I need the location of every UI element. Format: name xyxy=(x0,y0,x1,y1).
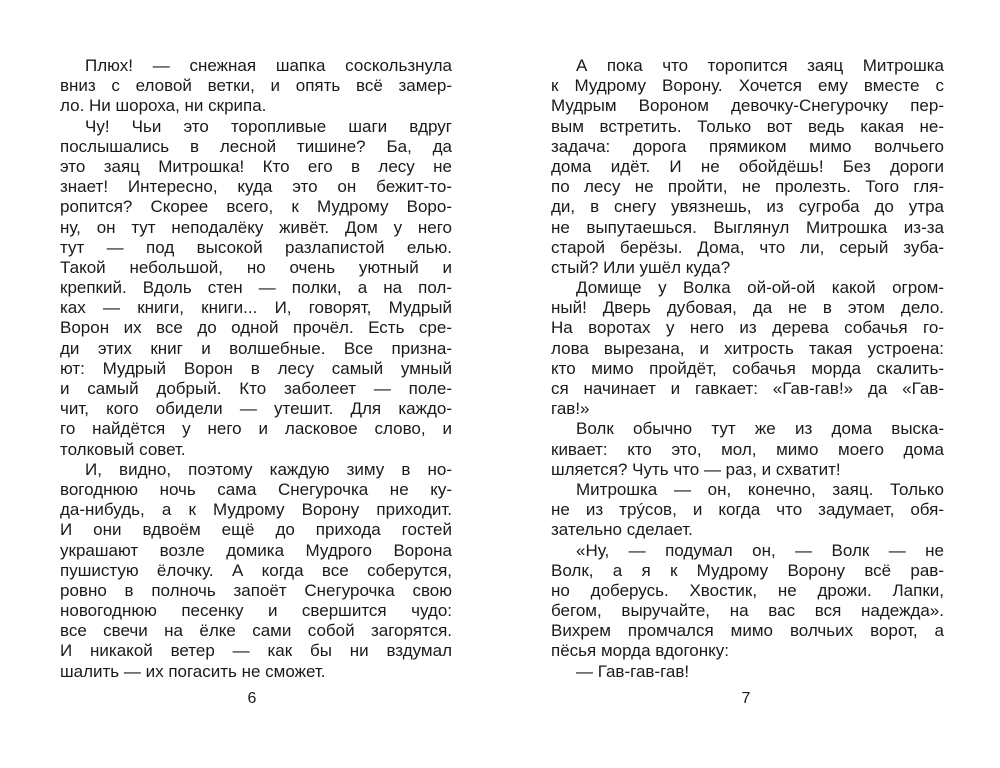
paragraph xyxy=(551,662,944,682)
text-line: Митрошка — он, конечно, заяц. Только xyxy=(576,479,944,499)
text-line: новогоднюю песенку и свершится чудо: xyxy=(60,601,452,621)
paragraph xyxy=(60,460,452,682)
text-line: задача: дорога прямиком мимо волчьего xyxy=(551,136,944,156)
right-page xyxy=(551,56,944,682)
text-line: пёсья морда вдогонку: xyxy=(551,641,729,661)
text-line: послышались в лесной тишине? Ба, да xyxy=(60,136,452,156)
text-line: и самый добрый. Кто заболеет — поле- xyxy=(60,379,452,398)
text-line: украшают возле домика Мудрого Ворона xyxy=(60,540,452,560)
text-line: И никакой ветер — как бы ни вздумал xyxy=(60,641,452,661)
text-line: ся начинает и гавкает: «Гав-гав!» да «Гав- xyxy=(551,379,944,398)
text-line: гав!» xyxy=(551,399,590,419)
text-line: Домище у Волка ой-ой-ой какой огром- xyxy=(576,278,944,298)
text-line: зательно сделает. xyxy=(551,520,693,540)
text-line: А пока что торопится заяц Митрошка xyxy=(576,56,944,75)
text-line: но доберусь. Хвостик, не дрожи. Лапки, xyxy=(551,580,944,600)
paragraph xyxy=(60,117,452,460)
text-line: Чу! Чьи это торопливые шаги вдруг xyxy=(85,116,452,136)
text-line: ди, в снегу увязнешь, из сугроба до утра xyxy=(551,197,944,217)
text-line: по лесу не пройти, не пролезть. Того гля- xyxy=(551,177,944,197)
text-line: да-нибудь, а к Мудрому Ворону приходит. xyxy=(60,500,452,520)
text-line: Вихрем промчался мимо волчьих ворот, а xyxy=(551,621,944,641)
text-line: крепкий. Вдоль стен — полки, а на пол- xyxy=(60,278,452,298)
page-number-left: 6 xyxy=(247,690,257,707)
text-line: дома идёт. И не обойдёшь! Без дороги xyxy=(551,156,944,176)
text-line: ный! Дверь дубовая, да не в этом дело. xyxy=(551,298,944,318)
text-line: кто мимо пройдёт, собачья морда скалить- xyxy=(551,358,944,378)
text-line: не выпутаешься. Выглянул Митрошка из-за xyxy=(551,217,944,237)
text-line: ропится? Скорее всего, к Мудрому Воро- xyxy=(60,197,452,217)
text-line: «Ну, — подумал он, — Волк — не xyxy=(576,540,944,560)
paragraph xyxy=(60,56,452,117)
text-line: ровно в полночь запоёт Снегурочка свою xyxy=(60,580,452,600)
text-line: вниз с еловой ветки, и опять всё замер- xyxy=(60,76,452,96)
text-line: ют: Мудрый Ворон в лесу самый умный xyxy=(60,358,452,378)
text-line: Ворон их все до одной прочёл. Есть сре- xyxy=(60,318,452,338)
text-line: ди этих книг и волшебные. Все призна- xyxy=(60,338,452,358)
text-line: вым встретить. Только вот ведь какая не- xyxy=(551,116,944,136)
text-line: На воротах у него из дерева собачья го- xyxy=(551,318,944,338)
text-line: чит, кого обидели — утешит. Для каждо- xyxy=(60,399,452,419)
text-line: к Мудрому Ворону. Хочется ему вместе с xyxy=(551,76,944,96)
text-line: стый? Или ушёл куда? xyxy=(551,257,731,277)
paragraph xyxy=(551,56,944,278)
text-line: шалить — их погасить не сможет. xyxy=(60,661,326,681)
text-line: знает! Интересно, куда это он бежит-то- xyxy=(60,177,452,197)
text-line: бегом, выручайте, на вас вся надежда». xyxy=(551,601,944,621)
paragraph xyxy=(551,480,944,541)
text-line: Такой небольшой, но очень уютный и xyxy=(60,257,452,277)
text-line: лова вырезана, и хитрость такая устроена: xyxy=(551,338,944,358)
text-line: тут — под высокой разлапистой елью. xyxy=(60,237,452,257)
text-line: ках — книги, книги... И, говорят, Мудрый xyxy=(60,298,452,318)
text-line: И, видно, поэтому каждую зиму в но- xyxy=(85,459,452,479)
text-line: не из трýсов, и когда что задумает, обя- xyxy=(551,500,944,520)
text-line: го найдётся у него и ласковое слово, и xyxy=(60,419,452,439)
text-line: это заяц Митрошка! Кто его в лесу не xyxy=(60,156,452,176)
text-line: ну, он тут неподалёку живёт. Дом у него xyxy=(60,217,452,237)
text-line: толковый совет. xyxy=(60,439,186,459)
text-line: кивает: кто это, мол, мимо моего дома xyxy=(551,439,944,459)
left-page xyxy=(60,56,452,682)
text-line: вогоднюю ночь сама Снегурочка не ку- xyxy=(60,479,452,499)
text-line: Мудрым Вороном девочку-Снегурочку пер- xyxy=(551,96,944,116)
text-line: все свечи на ёлке сами собой загорятся. xyxy=(60,621,452,641)
paragraph xyxy=(551,419,944,480)
text-line: Плюх! — снежная шапка соскользнула xyxy=(85,56,452,75)
text-line: Волк обычно тут же из дома выска- xyxy=(576,419,944,439)
text-line: И они вдвоём ещё до прихода гостей xyxy=(60,520,452,540)
paragraph xyxy=(551,541,944,662)
page-number-right: 7 xyxy=(741,690,751,707)
text-line: — Гав-гав-гав! xyxy=(576,661,690,681)
paragraph xyxy=(551,278,944,419)
text-line: старой берёзы. Дома, что ли, серый зуба- xyxy=(551,237,944,257)
text-line: шляется? Чуть что — раз, и схватит! xyxy=(551,459,841,479)
text-line: Волк, а я к Мудрому Ворону всё рав- xyxy=(551,560,944,580)
text-line: ло. Ни шороха, ни скрипа. xyxy=(60,96,267,116)
text-line: пушистую ёлочку. А когда все соберутся, xyxy=(60,560,452,580)
